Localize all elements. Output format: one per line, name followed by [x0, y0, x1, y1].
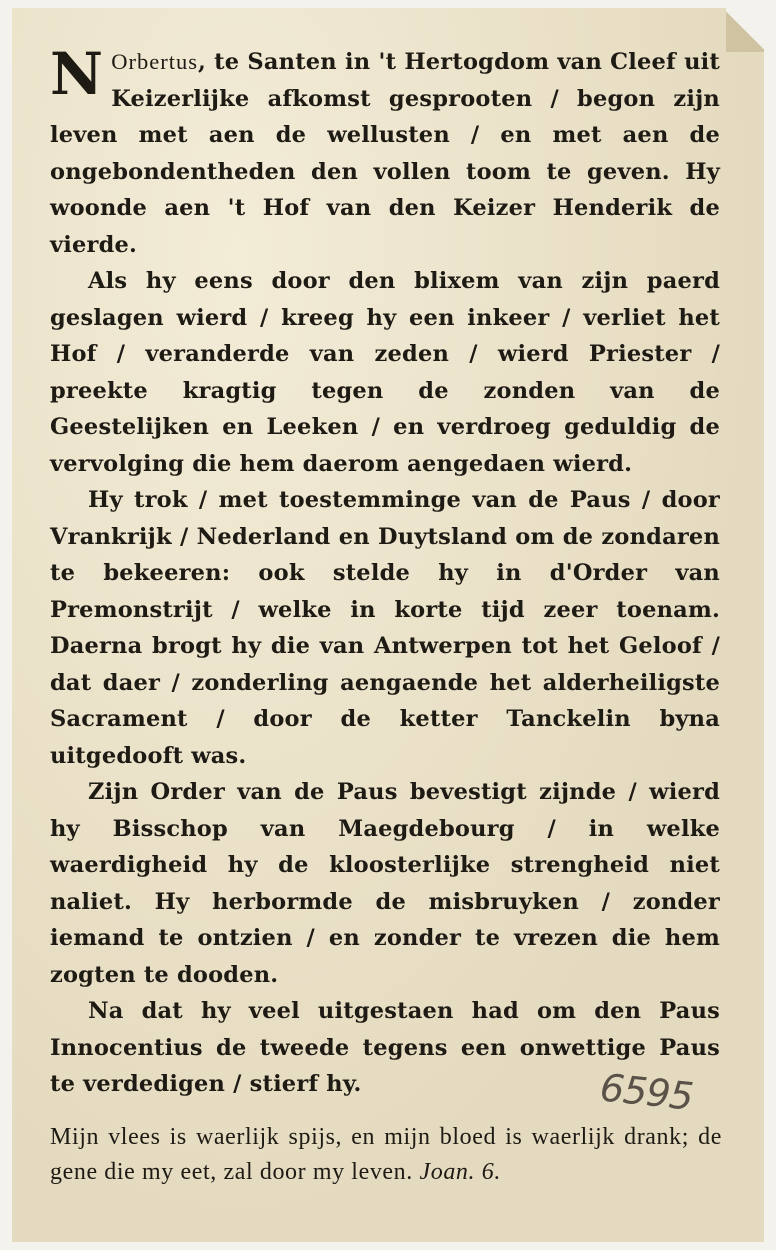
paragraph-5: Na dat hy veel uitgestaen had om den Paus Innocentius de tweede tegens een onwettige Paus te verdedigen / stierf hy.: [50, 998, 720, 1097]
quote-text: Mijn vlees is waerlijk spijs, en mijn bloed is waerlijk drank; de gene die my eet, zal door my leven.: [50, 1124, 722, 1185]
folded-corner: [726, 8, 764, 52]
scripture-quote: [50, 1120, 722, 1190]
paragraph-4: Zijn Order van de Paus bevestigt zijnde / wierd hy Bisschop van Maegdebourg / in welke waerdigheid hy de kloosterlijke strengheid niet naliet. Hy herbormde de misbruyken / zonder iemand te ontzien / en zonder te vrezen die hem zogten te dooden.: [50, 779, 720, 988]
paragraph-1-text: , te Santen in 't Hertogdom van Cleef uit Keizerlijke afkomst gesprooten / begon zijn leven met aen de wellusten / en met aen de ongebondentheden den vollen toom te geven. Hy woonde aen 't Hof van den Keizer Henderik de vierde.: [50, 49, 720, 258]
paragraph-3: Hy trok / met toestemminge van de Paus / door Vrankrijk / Nederland en Duytsland om de zondaren te bekeeren: ook stelde hy in d'Order van Premonstrijt / welke in korte tijd zeer toenam. Daerna brogt hy die van Antwerpen tot het Geloof / dat daer / zonderling aengaende het alderheiligste Sacrament / door de ketter Tanckelin byna uitgedooft was.: [50, 487, 720, 769]
drop-cap: N: [50, 40, 104, 108]
paragraph-1: [50, 40, 720, 263]
paragraph-2: Als hy eens door den blixem van zijn paerd geslagen wierd / kreeg hy een inkeer / verliet het Hof / veranderde van zeden / wierd Priester / preekte kragtig tegen de zonden van de Geestelijken en Leeken / en verdroeg geduldig de vervolging die hem daerom aengedaen wierd.: [50, 268, 720, 477]
first-word-rest: Orbertus: [111, 49, 198, 74]
handwritten-inventory-number: 6595: [597, 1065, 695, 1119]
quote-reference: Joan. 6.: [419, 1159, 501, 1185]
blackletter-text-body: [50, 40, 720, 1103]
